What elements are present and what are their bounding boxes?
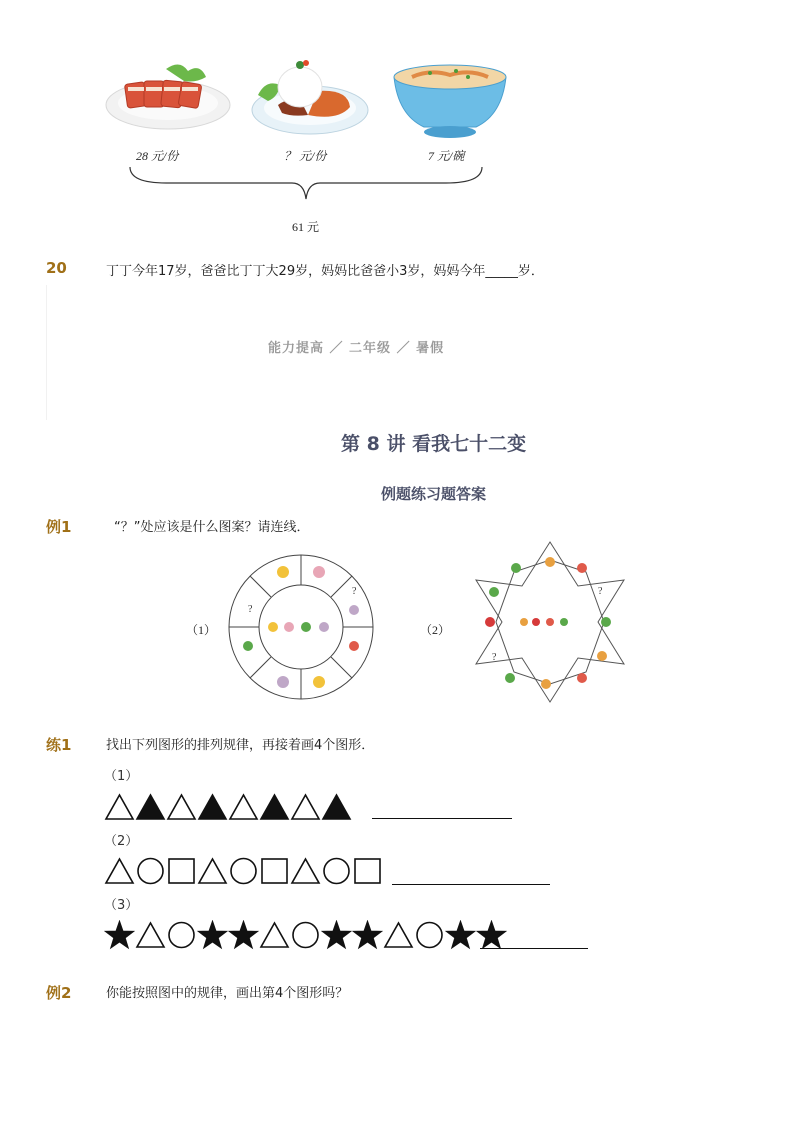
star-filled-shape-icon: [476, 920, 507, 950]
star-filled-shape-icon: [352, 920, 383, 950]
question-mark: ?: [492, 652, 497, 663]
answer-line-3[interactable]: [480, 948, 588, 949]
circle-open-shape-icon: [414, 920, 445, 950]
price-rice: ？ 元/份: [284, 149, 327, 163]
total-price: 61 元: [292, 220, 320, 234]
circle-open-shape-icon: [135, 856, 166, 886]
example-1-text: “？”处应该是什么图案？请连线．: [114, 520, 310, 535]
shape-sequence-1: [104, 792, 352, 828]
example-number-1: 例1: [46, 518, 72, 536]
rice-chicken-plate-icon: [248, 55, 373, 140]
tri-filled-shape-icon: [259, 792, 290, 822]
total-brace: [126, 165, 486, 205]
tri-filled-shape-icon: [135, 792, 166, 822]
tri-open-shape-icon: [290, 856, 321, 886]
lecture-title: 第 8 讲 看我七十二变: [341, 433, 527, 455]
square-open-shape-icon: [166, 856, 197, 886]
tri-filled-shape-icon: [321, 792, 352, 822]
answer-line-2[interactable]: [392, 884, 550, 885]
noodle-bowl-icon: [390, 55, 510, 143]
sequence-label-1: （1）: [104, 769, 139, 784]
tri-open-shape-icon: [259, 920, 290, 950]
example-number-2: 例2: [46, 984, 72, 1002]
circle-open-shape-icon: [228, 856, 259, 886]
tri-open-shape-icon: [104, 856, 135, 886]
question-mark: ?: [352, 586, 357, 597]
page-header-tag: 能力提高 ／ 二年级 ／ 暑假: [268, 341, 445, 356]
food-problem-figure: [100, 55, 520, 235]
square-open-shape-icon: [259, 856, 290, 886]
question-mark: ?: [598, 586, 603, 597]
practice-1-text: 找出下列图形的排列规律，再接着画4个图形．: [106, 738, 375, 753]
circle-open-shape-icon: [321, 856, 352, 886]
figure-label-2: （2）: [420, 623, 451, 637]
price-noodle: 7 元/碗: [428, 149, 465, 163]
sequence-label-3: （3）: [104, 898, 139, 913]
star-filled-shape-icon: [228, 920, 259, 950]
square-open-shape-icon: [352, 856, 383, 886]
star-pattern-figure: [470, 540, 630, 705]
sequence-label-2: （2）: [104, 834, 139, 849]
tri-open-shape-icon: [228, 792, 259, 822]
section-title: 例题练习题答案: [381, 485, 487, 503]
tri-open-shape-icon: [383, 920, 414, 950]
tri-open-shape-icon: [290, 792, 321, 822]
star-filled-shape-icon: [104, 920, 135, 950]
figure-label-1: （1）: [186, 623, 217, 637]
price-meat: 28 元/份: [136, 149, 179, 163]
question-20-text: 丁丁今年17岁，爸爸比丁丁大29岁，妈妈比爸爸小3岁，妈妈今年_____岁．: [106, 264, 544, 279]
tri-filled-shape-icon: [197, 792, 228, 822]
tri-open-shape-icon: [104, 792, 135, 822]
question-number-20: 20: [46, 259, 67, 277]
star-filled-shape-icon: [445, 920, 476, 950]
tri-open-shape-icon: [135, 920, 166, 950]
tri-open-shape-icon: [166, 792, 197, 822]
star-filled-shape-icon: [197, 920, 228, 950]
star-filled-shape-icon: [321, 920, 352, 950]
page-guide-line: [46, 285, 47, 420]
shape-sequence-2: [104, 856, 383, 892]
meat-plate-icon: [104, 57, 234, 137]
circle-pattern-figure: [226, 552, 376, 702]
practice-number-1: 练1: [46, 736, 72, 754]
cartoon-animal-icon: [485, 557, 611, 689]
example-2-text: 你能按照图中的规律，画出第4个图形吗？: [106, 986, 349, 1001]
circle-open-shape-icon: [290, 920, 321, 950]
circle-open-shape-icon: [166, 920, 197, 950]
tri-open-shape-icon: [197, 856, 228, 886]
shape-sequence-3: [104, 920, 507, 956]
question-mark: ?: [248, 604, 253, 615]
answer-line-1[interactable]: [372, 818, 512, 819]
